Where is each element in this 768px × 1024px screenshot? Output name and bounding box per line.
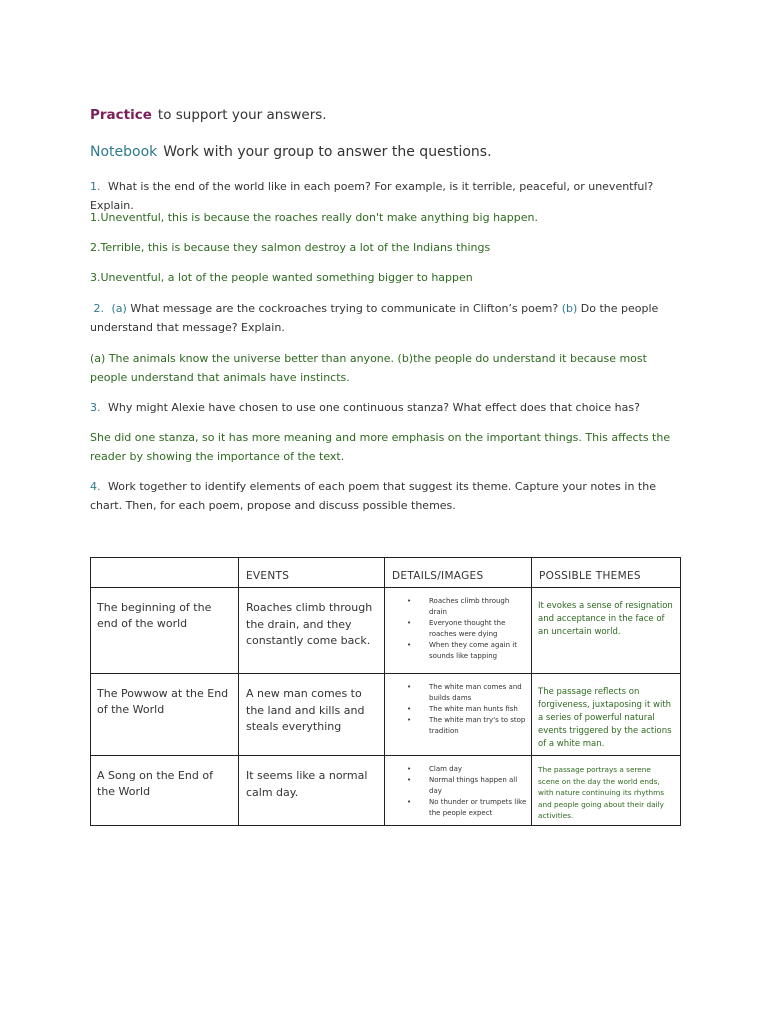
notebook-heading [90, 144, 492, 160]
practice-heading [90, 107, 327, 123]
bullet-icon: • [407, 683, 412, 691]
events-cell [239, 756, 385, 826]
question-4 [90, 477, 685, 515]
list-item: • Roaches climb through drain [407, 597, 510, 616]
header-cell-events [239, 558, 385, 588]
list-item: • No thunder or trumpets like the people expect [407, 798, 527, 817]
question-text-a: What message are the cockroaches trying to communicate in Clifton’s poem? [130, 302, 559, 315]
header-cell-themes [532, 558, 681, 588]
question-number: 1. [90, 180, 101, 193]
list-item: • Clam day [407, 765, 463, 773]
details-list [385, 756, 531, 819]
bullet-icon: • [407, 798, 412, 806]
themes-text: It evokes a sense of resignation and acceptance in the face of an uncertain world. [538, 601, 673, 637]
table-row [91, 674, 681, 756]
list-item: • Normal things happen all day [407, 776, 518, 795]
themes-cell [532, 756, 681, 826]
question-2 [90, 299, 685, 337]
answer-1-2: 2.Terrible, this is because they salmon destroy a lot of the Indians things [90, 241, 491, 254]
poem-title: A Song on the End of the World [97, 769, 213, 798]
header-cell-details [385, 558, 532, 588]
list-item: • When they come again it sounds like tapping [407, 641, 517, 660]
events-text: It seems like a normal calm day. [246, 769, 368, 799]
bullet-icon: • [407, 619, 412, 627]
bullet-icon: • [407, 641, 412, 649]
details-list [385, 588, 531, 662]
poem-cell [91, 756, 239, 826]
table-row [91, 588, 681, 674]
poem-cell [91, 588, 239, 674]
themes-text: The passage reflects on forgiveness, juxtaposing it with a series of powerful natural events triggered by the actions of a white man. [538, 687, 672, 749]
details-cell [385, 588, 532, 674]
question-number: 3. [90, 401, 101, 414]
poem-cell [91, 674, 239, 756]
header-details: DETAILS/IMAGES [392, 570, 484, 582]
list-item: • Everyone thought the roaches were dying [407, 619, 506, 638]
theme-chart [90, 557, 681, 826]
header-themes: POSSIBLE THEMES [539, 570, 641, 582]
bullet-icon: • [407, 716, 412, 724]
details-list [385, 674, 531, 737]
bullet-icon: • [407, 765, 412, 773]
question-number: 2. [93, 302, 104, 315]
bullet-icon: • [407, 776, 412, 784]
poem-title: The Powwow at the End of the World [97, 687, 229, 716]
question-text-b: Do the people understand that message? Explain. [90, 302, 659, 334]
question-text: Work together to identify elements of each poem that suggest its theme. Capture your notes in the chart. Then, for each poem, propose and discuss possible themes. [90, 480, 656, 512]
table-row [91, 756, 681, 826]
question-text: What is the end of the world like in each poem? For example, is it terrible, peaceful, or uneventful? Explain. [90, 180, 654, 212]
details-cell [385, 674, 532, 756]
bullet-icon: • [407, 597, 412, 605]
themes-text: The passage portrays a serene scene on the day the world ends, with nature continuing its rhythms and people going about their daily activities. [538, 765, 665, 820]
notebook-keyword: Notebook [90, 144, 158, 160]
poem-title: The beginning of the end of the world [97, 601, 212, 630]
themes-cell [532, 588, 681, 674]
answer-1-1: 1.Uneventful, this is because the roaches really don't make anything big happen. [90, 211, 538, 224]
events-cell [239, 674, 385, 756]
themes-cell [532, 674, 681, 756]
list-item: • The white man try's to stop tradition [407, 716, 526, 735]
list-item: • The white man hunts fish [407, 705, 518, 713]
answer-3: She did one stanza, so it has more meaning and more emphasis on the important things. This affects the reader by showing the importance of the text. [90, 431, 671, 463]
header-events: EVENTS [246, 570, 290, 582]
details-cell [385, 756, 532, 826]
answer-1-3: 3.Uneventful, a lot of the people wanted something bigger to happen [90, 271, 473, 284]
practice-text: to support your answers. [157, 107, 327, 123]
bullet-icon: • [407, 705, 412, 713]
header-cell-empty [91, 558, 239, 588]
events-cell [239, 588, 385, 674]
list-item: • The white man comes and builds dams [407, 683, 522, 702]
question-3 [90, 398, 685, 417]
notebook-text: Work with your group to answer the questions. [163, 144, 492, 160]
question-part-b: (b) [561, 302, 578, 315]
question-text: Why might Alexie have chosen to use one continuous stanza? What effect does that choice has? [108, 401, 640, 414]
question-number: 4. [90, 480, 101, 493]
answer-2: (a) The animals know the universe better than anyone. (b)the people do understand it because most people understand that animals have instincts. [90, 352, 647, 384]
practice-keyword: Practice [90, 107, 152, 123]
question-part-a: (a) [111, 302, 127, 315]
events-text: A new man comes to the land and kills and steals everything [246, 687, 365, 733]
table-header-row [91, 558, 681, 588]
events-text: Roaches climb through the drain, and they constantly come back. [246, 601, 373, 647]
